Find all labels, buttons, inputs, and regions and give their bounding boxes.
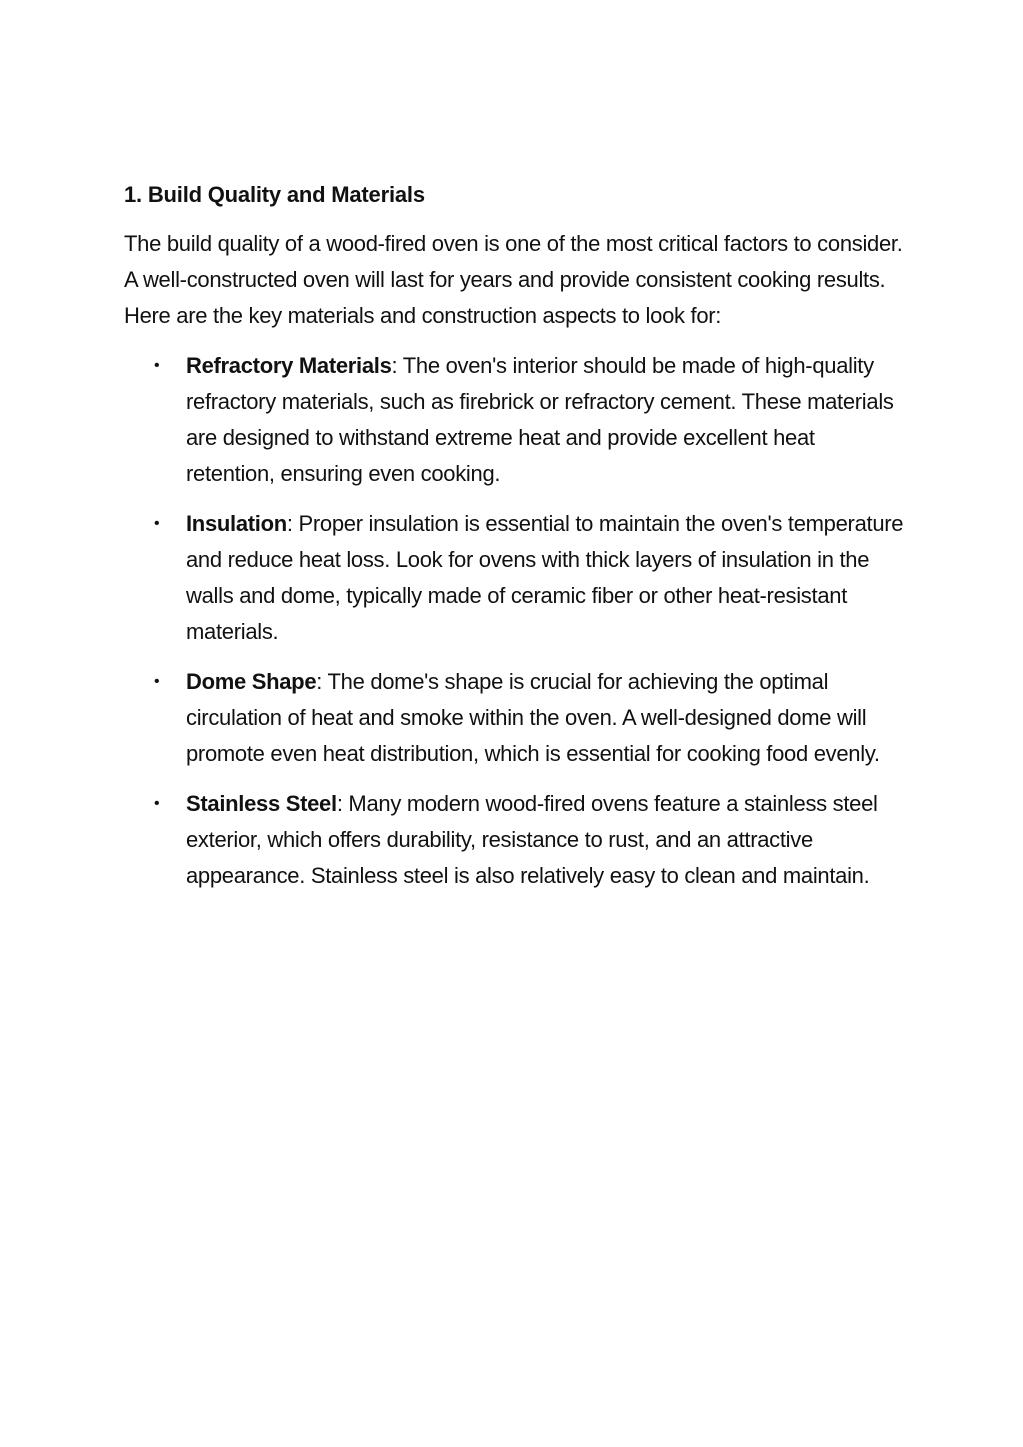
list-item-dome-shape (124, 664, 904, 772)
intro-paragraph: The build quality of a wood-fired oven is one of the most critical factors to consider. A well-constructed oven will last for years and provide consistent cooking results. Here are the key materials and construction aspects to look for: (124, 231, 903, 328)
bullet-icon: • (154, 515, 160, 532)
item-term: Dome Shape (186, 669, 317, 694)
list-item-refractory-materials (124, 348, 904, 492)
bullet-icon: • (154, 357, 160, 374)
item-term: Refractory Materials (186, 353, 392, 378)
list-item-stainless-steel (124, 786, 904, 894)
item-description: : The dome's shape is crucial for achieving the optimal circulation of heat and smoke within the oven. A well-designed dome will promote even heat distribution, which is essential for cooking food evenly. (186, 669, 880, 766)
document-page (124, 178, 904, 908)
item-description: : Many modern wood-fired ovens feature a stainless steel exterior, which offers durability, resistance to rust, and an attractive appearance. Stainless steel is also relatively easy to clean and maintain. (186, 791, 878, 888)
bullet-icon: • (154, 795, 160, 812)
list-item-insulation (124, 506, 904, 650)
section-heading: 1. Build Quality and Materials (124, 182, 425, 207)
item-description: : Proper insulation is essential to maintain the oven's temperature and reduce heat loss. Look for ovens with thick layers of insulation in the walls and dome, typically made of ceramic fiber or other heat-resistant materials. (186, 511, 904, 644)
bullet-icon: • (154, 673, 160, 690)
materials-list (124, 348, 904, 894)
item-term: Stainless Steel (186, 791, 337, 816)
item-term: Insulation (186, 511, 287, 536)
item-description: : The oven's interior should be made of high-quality refractory materials, such as firebrick or refractory cement. These materials are designed to withstand extreme heat and provide excellent heat retention, ensuring even cooking. (186, 353, 894, 486)
